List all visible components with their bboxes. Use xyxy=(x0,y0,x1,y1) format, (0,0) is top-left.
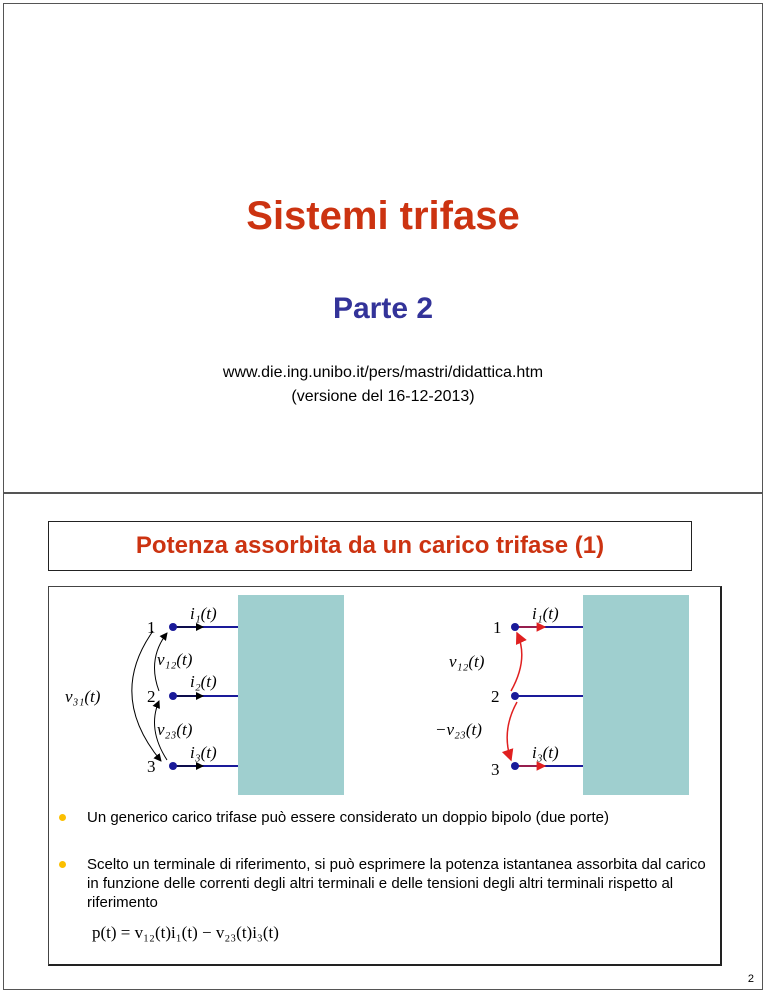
v31-label-left: v₃₁(t) xyxy=(65,687,101,706)
node-3-label-left: 3 xyxy=(147,757,156,776)
content-box xyxy=(48,586,722,966)
v23-label-left: v₂₃(t) xyxy=(157,720,193,739)
bullet-dot-icon xyxy=(59,861,66,868)
node-1-label-left: 1 xyxy=(147,618,156,637)
node-1-label-right: 1 xyxy=(493,618,502,637)
slide-subtitle: Parte 2 xyxy=(332,292,434,325)
website-url: www.die.ing.unibo.it/pers/mastri/didattica.htm xyxy=(222,364,544,381)
voltage-arrow-v23-right xyxy=(507,702,517,760)
v12-label-left: v₁₂(t) xyxy=(157,650,193,669)
bullet-text: Scelto un terminale di riferimento, si può esprimere la potenza istantanea assorbita dal carico in funzione delle correnti degli altri terminali e delle tensioni degli altri terminali rispetto al riferimento xyxy=(87,856,706,911)
terminal-3-left xyxy=(169,762,177,770)
bullet-text: Un generico carico trifase può essere considerato un doppio bipolo (due porte) xyxy=(87,809,609,826)
node-2-label-left: 2 xyxy=(147,687,156,706)
voltage-arrow-v12-right xyxy=(511,633,522,691)
node-3-label-right: 3 xyxy=(491,760,500,779)
power-formula: p(t) = v₁₂(t)i₁(t) − v₂₃(t)i₃(t) xyxy=(92,923,279,942)
terminal-1-right xyxy=(511,623,519,631)
v12-label-right: v₁₂(t) xyxy=(449,652,485,671)
terminal-3-right xyxy=(511,762,519,770)
terminal-1-left xyxy=(169,623,177,631)
terminal-2-left xyxy=(169,692,177,700)
load-box-right xyxy=(583,595,689,795)
load-box-left xyxy=(238,595,344,795)
bullet-item xyxy=(59,855,709,912)
i1-label-left: i₁(t) xyxy=(190,604,217,623)
i3-label-left: i₃(t) xyxy=(190,743,217,762)
circuit-diagram xyxy=(55,595,715,801)
bullet-dot-icon xyxy=(59,814,66,821)
slide-heading: Potenza assorbita da un carico trifase (1) xyxy=(48,521,692,571)
node-2-label-right: 2 xyxy=(491,687,500,706)
i1-label-right: i₁(t) xyxy=(532,604,559,623)
i2-label-left: i₂(t) xyxy=(190,672,217,691)
i3-label-right: i₃(t) xyxy=(532,743,559,762)
terminal-2-right xyxy=(511,692,519,700)
content-slide xyxy=(3,493,763,990)
bullet-item xyxy=(59,808,709,827)
neg-v23-label-right: −v₂₃(t) xyxy=(435,720,482,739)
right-circuit xyxy=(435,595,689,795)
left-circuit xyxy=(65,595,344,795)
version-note: (versione del 16-12-2013) xyxy=(291,388,475,405)
slide-title: Sistemi trifase xyxy=(246,194,520,238)
title-slide xyxy=(3,3,763,493)
page-number: 2 xyxy=(747,973,754,985)
